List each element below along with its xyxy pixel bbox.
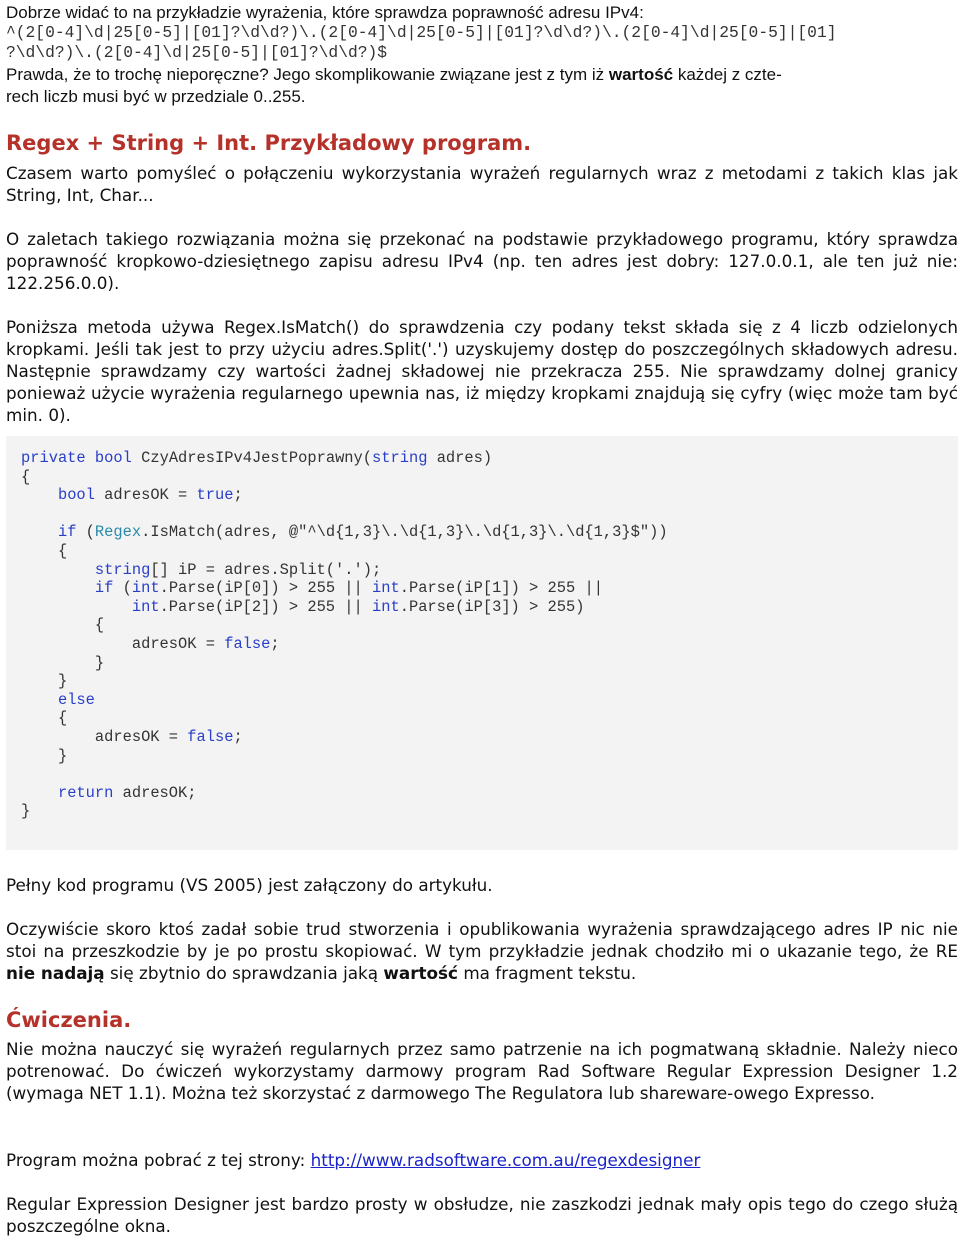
bold-wartosc: wartość [383,963,458,983]
section-heading: Regex + String + Int. Przykładowy program. [6,131,532,155]
download-link[interactable]: http://www.radsoftware.com.au/regexdesigner [310,1150,701,1170]
code-block [6,436,958,850]
paragraph-download: Program można pobrać z tej strony: http://www.radsoftware.com.au/regexdesigner [6,1150,701,1170]
paragraph-advantages: O zaletach takiego rozwiązania można się przekonać na podstawie przykładowego programu, który sprawdza poprawność kropkowo-dziesiętnego zapisu adresu IPv4 (np. ten adres jest dobry: 127.0.0.1, ale ten już nie: 122.256.0.0). [6,229,958,293]
paragraph-full-code: Pełny kod programu (VS 2005) jest załączony do artykułu. [6,875,493,895]
bold-value: wartość [608,65,674,84]
bold-nie-nadaja: nie nadają [6,963,105,983]
intro-note: Prawda, że to trochę nieporęczne? Jego skomplikowanie związane jest z tym iż wartość każdej z czte- [6,65,782,84]
paragraph-exercises: Nie można nauczyć się wyrażeń regularnych przez samo patrzenie na ich pogmatwaną składnie. Należy nieco potrenować. Do ćwiczeń wykorzystamy darmowy program Rad Software Regular Expression Designer 1.2 (wymaga NET 1.1). Można też skorzystać z darmowego The Regulatora lub shareware-owego Expresso. [6,1039,958,1103]
paragraph-designer: Regular Expression Designer jest bardzo prosty w obsłudze, nie zaszkodzi jednak mały opis tego do czego służą poszczególne okna. [6,1194,958,1236]
intro-note-line2: rech liczb musi być w przedziale 0..255. [6,87,306,106]
regex-line-1: ^(2[0-4]\d|25[0-5]|[01]?\d\d?)\.(2[0-4]\d|25[0-5]|[01]?\d\d?)\.(2[0-4]\d|25[0-5]|[01] [6,23,837,42]
exercises-heading: Ćwiczenia. [6,1008,132,1032]
paragraph-conclusion: Oczywiście skoro ktoś zadał sobie trud stworzenia i opublikowania wyrażenia sprawdzającego adres IP nic nie stoi na przeszkodzie by je po prostu skopiować. W tym przykładzie jednak chodziło mi o ukazanie tego, że RE nie nadają się zbytnio do sprawdzania jaką wartość ma fragment tekstu. [6,919,958,983]
regex-line-2: ?\d\d?)\.(2[0-4]\d|25[0-5]|[01]?\d\d?)$ [6,43,388,62]
code-listing: private bool CzyAdresIPv4JestPoprawny(string adres) { bool adresOK = true; if (Regex.IsMatch(adres, @"^\d{1,3}\.\d{1,3}\.\d{1,3}\.\d{1,3}$")) { string[] iP = adres.Split('.'); if (int.Parse(iP[0]) > 255 || int.Parse(iP[1]) > 255 || int.Parse(iP[2]) > 255 || int.Parse(iP[3]) > 255) { adresOK = false; } } else { adresOK = false; } return adresOK; } [21,449,668,821]
paragraph-method: Poniższa metoda używa Regex.IsMatch() do sprawdzenia czy podany tekst składa się z 4 liczb odzielonych kropkami. Jeśli tak jest to przy użyciu adres.Split('.') uzyskujemy dostęp do poszczególnych składowych adresu. Następnie sprawdzamy czy wartości żadnej składowej nie przekracza 255. Nie sprawdzamy dolnej granicy ponieważ użycie wyrażenia regularnego upewnia nas, iż między kropkami znajdują się cyfry (więc może tam być min. 0). [6,317,958,425]
intro-text: Dobrze widać to na przykładzie wyrażenia, które sprawdza poprawność adresu IPv4: [6,3,644,22]
paragraph-intro: Czasem warto pomyśleć o połączeniu wykorzystania wyrażeń regularnych wraz z metodami z takich klas jak String, Int, Char... [6,163,958,205]
